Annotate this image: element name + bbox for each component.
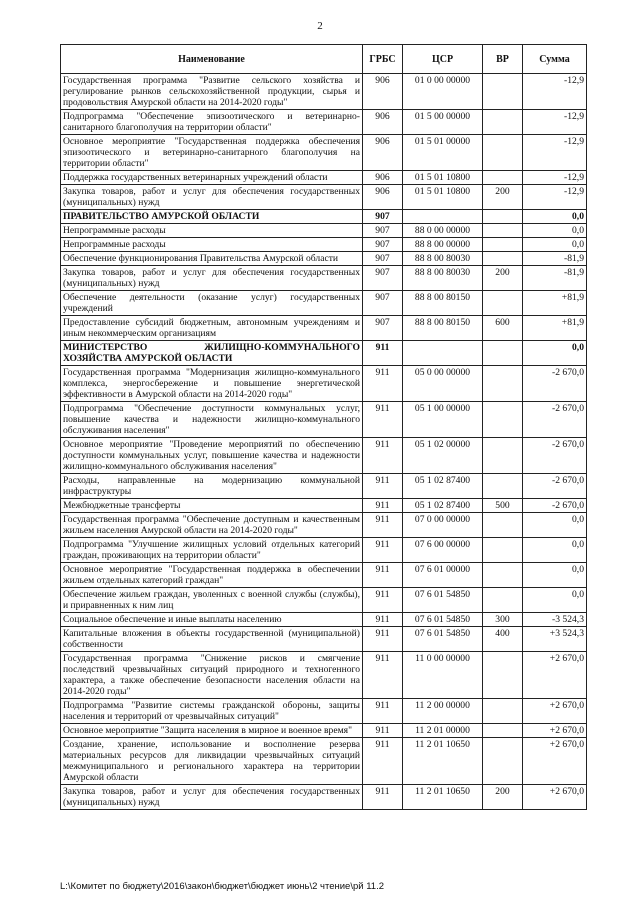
row-csr-cell: 01 5 01 10800 xyxy=(403,171,483,185)
row-grbs-cell: 911 xyxy=(363,724,403,738)
row-name-cell: Подпрограмма "Обеспечение эпизоотического и ветеринарно-санитарного благополучия на территории области" xyxy=(61,110,363,135)
table-row xyxy=(61,627,587,652)
row-vr-cell xyxy=(483,341,523,366)
row-csr-cell: 05 1 02 87400 xyxy=(403,499,483,513)
table-row xyxy=(61,474,587,499)
row-name-cell: Закупка товаров, работ и услуг для обеспечения государственных (муниципальных) нужд xyxy=(61,266,363,291)
table-row xyxy=(61,291,587,316)
table-row xyxy=(61,110,587,135)
row-sum-cell: -81,9 xyxy=(523,266,587,291)
row-vr-cell xyxy=(483,652,523,699)
table-row xyxy=(61,366,587,402)
row-vr-cell xyxy=(483,366,523,402)
row-grbs-cell: 907 xyxy=(363,316,403,341)
row-vr-cell xyxy=(483,224,523,238)
row-sum-cell: +2 670,0 xyxy=(523,785,587,810)
row-grbs-cell: 911 xyxy=(363,366,403,402)
row-name-cell: Обеспечение жильем граждан, уволенных с военной службы (службы), и приравненных к ним лиц xyxy=(61,588,363,613)
row-csr-cell: 07 6 01 54850 xyxy=(403,588,483,613)
row-sum-cell: 0,0 xyxy=(523,563,587,588)
row-vr-cell: 200 xyxy=(483,185,523,210)
table-row xyxy=(61,252,587,266)
row-vr-cell xyxy=(483,513,523,538)
row-grbs-cell: 911 xyxy=(363,513,403,538)
row-name-cell: Межбюджетные трансферты xyxy=(61,499,363,513)
row-name-cell: Непрограммные расходы xyxy=(61,238,363,252)
row-grbs-cell: 907 xyxy=(363,238,403,252)
row-grbs-cell: 911 xyxy=(363,738,403,785)
table-row xyxy=(61,724,587,738)
table-row xyxy=(61,563,587,588)
row-name-cell: Основное мероприятие "Защита населения в мирное и военное время" xyxy=(61,724,363,738)
row-name-cell: Расходы, направленные на модернизацию коммунальной инфраструктуры xyxy=(61,474,363,499)
row-vr-cell xyxy=(483,238,523,252)
row-vr-cell xyxy=(483,738,523,785)
row-vr-cell xyxy=(483,474,523,499)
row-name-cell: Обеспечение функционирования Правительства Амурской области xyxy=(61,252,363,266)
table-row xyxy=(61,266,587,291)
table-row xyxy=(61,171,587,185)
row-vr-cell xyxy=(483,563,523,588)
row-grbs-cell: 911 xyxy=(363,341,403,366)
row-grbs-cell: 911 xyxy=(363,538,403,563)
header-sum: Сумма xyxy=(523,45,587,74)
row-csr-cell: 11 2 01 00000 xyxy=(403,724,483,738)
row-name-cell: Основное мероприятие "Государственная поддержка обеспечения эпизоотического и ветеринарно-санитарного благополучия на территории области" xyxy=(61,135,363,171)
row-grbs-cell: 906 xyxy=(363,135,403,171)
table-row xyxy=(61,210,587,224)
row-sum-cell: 0,0 xyxy=(523,588,587,613)
row-sum-cell: +2 670,0 xyxy=(523,652,587,699)
row-sum-cell: -2 670,0 xyxy=(523,402,587,438)
row-name-cell: Капитальные вложения в объекты государственной (муниципальной) собственности xyxy=(61,627,363,652)
row-sum-cell: -12,9 xyxy=(523,110,587,135)
footer-file-path: L:\Комитет по бюджету\2016\закон\бюджет\бюджет июнь\2 чтение\рй 11.2 xyxy=(60,881,384,892)
row-csr-cell: 88 8 00 80030 xyxy=(403,252,483,266)
row-csr-cell: 88 8 00 00000 xyxy=(403,238,483,252)
row-vr-cell xyxy=(483,724,523,738)
row-csr-cell: 07 6 01 54850 xyxy=(403,627,483,652)
row-sum-cell: -12,9 xyxy=(523,185,587,210)
row-sum-cell: +81,9 xyxy=(523,291,587,316)
row-vr-cell xyxy=(483,252,523,266)
row-vr-cell xyxy=(483,699,523,724)
row-sum-cell: 0,0 xyxy=(523,224,587,238)
row-grbs-cell: 911 xyxy=(363,438,403,474)
row-csr-cell: 07 6 01 54850 xyxy=(403,613,483,627)
row-grbs-cell: 911 xyxy=(363,499,403,513)
row-sum-cell: 0,0 xyxy=(523,513,587,538)
row-vr-cell: 200 xyxy=(483,266,523,291)
row-grbs-cell: 907 xyxy=(363,224,403,238)
row-sum-cell: +2 670,0 xyxy=(523,738,587,785)
row-csr-cell xyxy=(403,210,483,224)
row-vr-cell xyxy=(483,402,523,438)
row-grbs-cell: 911 xyxy=(363,627,403,652)
table-row xyxy=(61,499,587,513)
row-sum-cell: +2 670,0 xyxy=(523,724,587,738)
table-row xyxy=(61,513,587,538)
row-grbs-cell: 906 xyxy=(363,110,403,135)
row-name-cell: Государственная программа "Развитие сельского хозяйства и регулирование рынков сельскохозяйственной продукции, сырья и продовольствия Амурской области на 2014-2020 годы" xyxy=(61,74,363,110)
row-grbs-cell: 907 xyxy=(363,291,403,316)
row-csr-cell: 05 1 02 00000 xyxy=(403,438,483,474)
row-sum-cell: -2 670,0 xyxy=(523,474,587,499)
row-sum-cell: +3 524,3 xyxy=(523,627,587,652)
row-vr-cell xyxy=(483,74,523,110)
row-csr-cell: 11 0 00 00000 xyxy=(403,652,483,699)
row-grbs-cell: 911 xyxy=(363,563,403,588)
row-grbs-cell: 907 xyxy=(363,266,403,291)
row-vr-cell: 500 xyxy=(483,499,523,513)
row-name-cell: Социальное обеспечение и иные выплаты населению xyxy=(61,613,363,627)
table-row xyxy=(61,185,587,210)
row-csr-cell xyxy=(403,341,483,366)
row-sum-cell: -81,9 xyxy=(523,252,587,266)
row-vr-cell xyxy=(483,210,523,224)
row-grbs-cell: 906 xyxy=(363,171,403,185)
row-name-cell: Подпрограмма "Улучшение жилищных условий отдельных категорий граждан, проживающих на территории области" xyxy=(61,538,363,563)
row-name-cell: Предоставление субсидий бюджетным, автономным учреждениям и иным некоммерческим организациям xyxy=(61,316,363,341)
row-csr-cell: 01 5 01 10800 xyxy=(403,185,483,210)
row-vr-cell: 300 xyxy=(483,613,523,627)
row-name-cell: Государственная программа "Модернизация жилищно-коммунального комплекса, энергосбережение и повышение энергетической эффективности в Амурской области на 2014-2020 годы" xyxy=(61,366,363,402)
row-vr-cell: 600 xyxy=(483,316,523,341)
row-vr-cell xyxy=(483,110,523,135)
row-vr-cell: 200 xyxy=(483,785,523,810)
table-row xyxy=(61,135,587,171)
row-sum-cell: -3 524,3 xyxy=(523,613,587,627)
row-vr-cell: 400 xyxy=(483,627,523,652)
row-csr-cell: 01 5 00 00000 xyxy=(403,110,483,135)
header-csr: ЦСР xyxy=(403,45,483,74)
header-name: Наименование xyxy=(61,45,363,74)
row-csr-cell: 05 0 00 00000 xyxy=(403,366,483,402)
row-sum-cell: -2 670,0 xyxy=(523,499,587,513)
table-header-row xyxy=(61,45,587,74)
table-row xyxy=(61,341,587,366)
row-grbs-cell: 911 xyxy=(363,474,403,499)
row-name-cell: Создание, хранение, использование и восполнение резерва материальных ресурсов для ликвидации чрезвычайных ситуаций межмуниципального и регионального характера на территории Амурской области xyxy=(61,738,363,785)
row-csr-cell: 11 2 01 10650 xyxy=(403,738,483,785)
row-vr-cell xyxy=(483,171,523,185)
row-sum-cell: -12,9 xyxy=(523,171,587,185)
header-grbs: ГРБС xyxy=(363,45,403,74)
row-csr-cell: 07 6 00 00000 xyxy=(403,538,483,563)
budget-table xyxy=(60,44,587,810)
row-name-cell: МИНИСТЕРСТВО ЖИЛИЩНО-КОММУНАЛЬНОГО ХОЗЯЙСТВА АМУРСКОЙ ОБЛАСТИ xyxy=(61,341,363,366)
row-csr-cell: 88 8 00 80150 xyxy=(403,291,483,316)
row-csr-cell: 05 1 02 87400 xyxy=(403,474,483,499)
row-vr-cell xyxy=(483,438,523,474)
row-csr-cell: 88 0 00 00000 xyxy=(403,224,483,238)
table-row xyxy=(61,785,587,810)
row-grbs-cell: 911 xyxy=(363,588,403,613)
page-number: 2 xyxy=(317,20,323,32)
row-grbs-cell: 911 xyxy=(363,699,403,724)
row-csr-cell: 05 1 00 00000 xyxy=(403,402,483,438)
table-row xyxy=(61,402,587,438)
row-csr-cell: 01 5 01 00000 xyxy=(403,135,483,171)
table-row xyxy=(61,316,587,341)
row-grbs-cell: 906 xyxy=(363,185,403,210)
table-row xyxy=(61,74,587,110)
row-vr-cell xyxy=(483,291,523,316)
row-grbs-cell: 911 xyxy=(363,652,403,699)
row-grbs-cell: 906 xyxy=(363,74,403,110)
header-vr: ВР xyxy=(483,45,523,74)
row-sum-cell: 0,0 xyxy=(523,341,587,366)
row-sum-cell: -12,9 xyxy=(523,74,587,110)
row-csr-cell: 88 8 00 80030 xyxy=(403,266,483,291)
row-grbs-cell: 911 xyxy=(363,785,403,810)
row-name-cell: Основное мероприятие "Государственная поддержка в обеспечении жильем отдельных категорий граждан" xyxy=(61,563,363,588)
table-row xyxy=(61,438,587,474)
row-sum-cell: -12,9 xyxy=(523,135,587,171)
row-name-cell: Закупка товаров, работ и услуг для обеспечения государственных (муниципальных) нужд xyxy=(61,785,363,810)
row-csr-cell: 01 0 00 00000 xyxy=(403,74,483,110)
row-vr-cell xyxy=(483,135,523,171)
row-name-cell: Государственная программа "Обеспечение доступным и качественным жильем населения Амурской области на 2014-2020 годы" xyxy=(61,513,363,538)
row-name-cell: Государственная программа "Снижение рисков и смягчение последствий чрезвычайных ситуаций природного и техногенного характера, а также обеспечение безопасности населения области на 2014-2020 годы" xyxy=(61,652,363,699)
table-row xyxy=(61,699,587,724)
row-name-cell: Закупка товаров, работ и услуг для обеспечения государственных (муниципальных) нужд xyxy=(61,185,363,210)
row-name-cell: ПРАВИТЕЛЬСТВО АМУРСКОЙ ОБЛАСТИ xyxy=(61,210,363,224)
row-name-cell: Обеспечение деятельности (оказание услуг) государственных учреждений xyxy=(61,291,363,316)
row-grbs-cell: 907 xyxy=(363,252,403,266)
row-name-cell: Непрограммные расходы xyxy=(61,224,363,238)
row-grbs-cell: 907 xyxy=(363,210,403,224)
row-name-cell: Поддержка государственных ветеринарных учреждений области xyxy=(61,171,363,185)
row-name-cell: Подпрограмма "Обеспечение доступности коммунальных услуг, повышение качества и надежности жилищно-коммунального обслуживания населения" xyxy=(61,402,363,438)
row-sum-cell: +2 670,0 xyxy=(523,699,587,724)
row-sum-cell: +81,9 xyxy=(523,316,587,341)
row-sum-cell: 0,0 xyxy=(523,538,587,563)
row-name-cell: Подпрограмма "Развитие системы гражданской обороны, защиты населения и территорий от чрезвычайных ситуаций" xyxy=(61,699,363,724)
row-name-cell: Основное мероприятие "Проведение мероприятий по обеспечению доступности коммунальных услуг, повышение качества и надежности жилищно-коммунального обслуживания населения" xyxy=(61,438,363,474)
table-row xyxy=(61,652,587,699)
row-csr-cell: 07 6 01 00000 xyxy=(403,563,483,588)
table-row xyxy=(61,738,587,785)
table-row xyxy=(61,238,587,252)
row-csr-cell: 11 2 01 10650 xyxy=(403,785,483,810)
row-sum-cell: -2 670,0 xyxy=(523,366,587,402)
row-vr-cell xyxy=(483,588,523,613)
row-csr-cell: 07 0 00 00000 xyxy=(403,513,483,538)
row-grbs-cell: 911 xyxy=(363,402,403,438)
row-sum-cell: 0,0 xyxy=(523,238,587,252)
row-grbs-cell: 911 xyxy=(363,613,403,627)
row-csr-cell: 88 8 00 80150 xyxy=(403,316,483,341)
table-row xyxy=(61,538,587,563)
row-sum-cell: 0,0 xyxy=(523,210,587,224)
row-sum-cell: -2 670,0 xyxy=(523,438,587,474)
table-row xyxy=(61,588,587,613)
table-row xyxy=(61,613,587,627)
row-csr-cell: 11 2 00 00000 xyxy=(403,699,483,724)
table-row xyxy=(61,224,587,238)
row-vr-cell xyxy=(483,538,523,563)
